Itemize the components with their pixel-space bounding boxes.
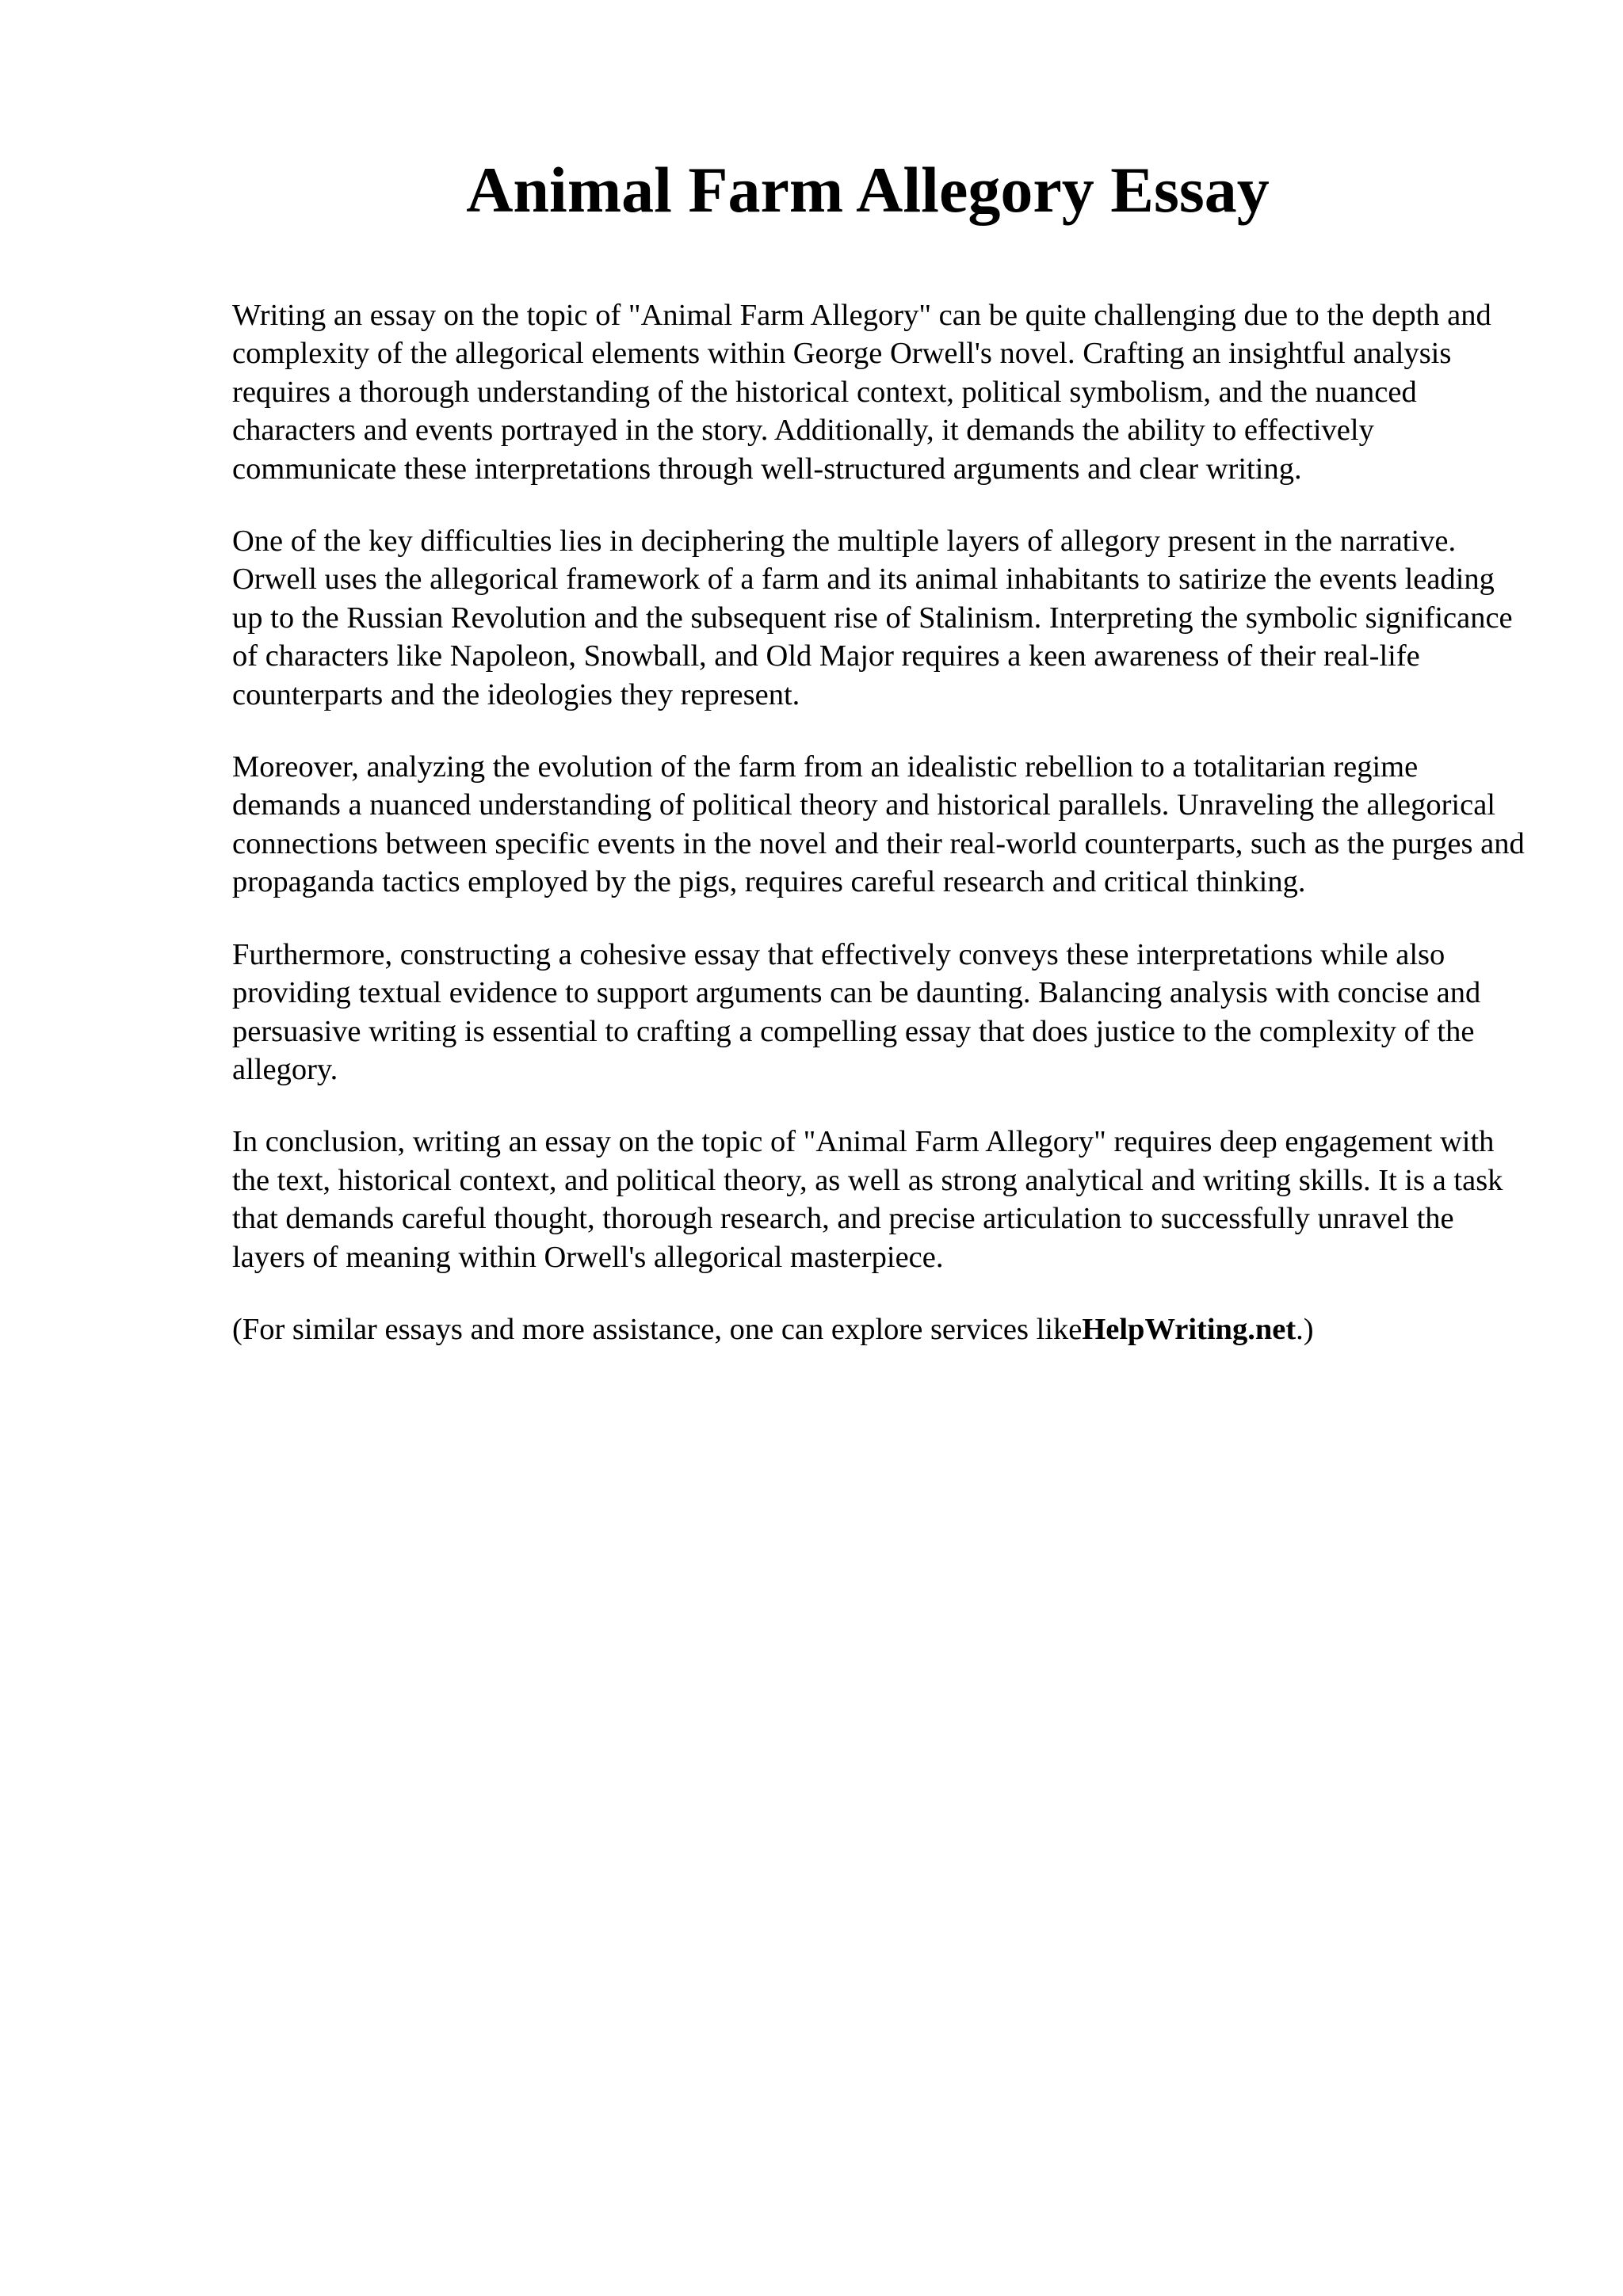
paragraph-conclusion: In conclusion, writing an essay on the topic of "Animal Farm Allegory" requires deep engagement with the text, historical context, and political theory, as well as strong analytical and writing skills. It is a task that demands careful thought, thorough research, and precise articulation to successfully unravel the layers of meaning within Orwell's allegorical masterpiece. (232, 1125, 1503, 1274)
paragraph-evolution: Moreover, analyzing the evolution of the farm from an idealistic rebellion to a totalitarian regime demands a nuanced understanding of political theory and historical parallels. Unraveling the allegorical connections between specific events in the novel and their real-world counterparts, such as the purges and propaganda tactics employed by the pigs, requires careful research and critical thinking. (232, 750, 1525, 899)
footer-note (232, 1310, 1532, 1348)
document-title: Animal Farm Allegory Essay (466, 154, 1270, 226)
paragraph-allegory-layers: One of the key difficulties lies in deciphering the multiple layers of allegory present in the narrative. Orwell uses the allegorical framework of a farm and its animal inhabitants to satirize the events leading up to the Russian Revolution and the subsequent rise of Stalinism. Interpreting the symbolic significance of characters like Napoleon, Snowball, and Old Major requires a keen awareness of their real-life counterparts and the ideologies they represent. (232, 524, 1513, 711)
footer-prefix: (For similar essays and more assistance, one can explore services like (232, 1312, 1083, 1346)
essay-body (232, 296, 1532, 1348)
paragraph-cohesive-essay: Furthermore, constructing a cohesive essay that effectively conveys these interpretations while also providing textual evidence to support arguments can be daunting. Balancing analysis with concise and persuasive writing is essential to crafting a compelling essay that does justice to the complexity of the allegory. (232, 937, 1481, 1086)
paragraph-intro: Writing an essay on the topic of "Animal Farm Allegory" can be quite challenging due to the depth and complexity of the allegorical elements within George Orwell's novel. Crafting an insightful analysis requires a thorough understanding of the historical context, political symbolism, and the nuanced characters and events portrayed in the story. Additionally, it demands the ability to effectively communicate these interpretations through well-structured arguments and clear writing. (232, 299, 1491, 486)
helpwriting-link[interactable]: HelpWriting.net (1082, 1312, 1296, 1346)
footer-suffix: .) (1296, 1312, 1314, 1346)
